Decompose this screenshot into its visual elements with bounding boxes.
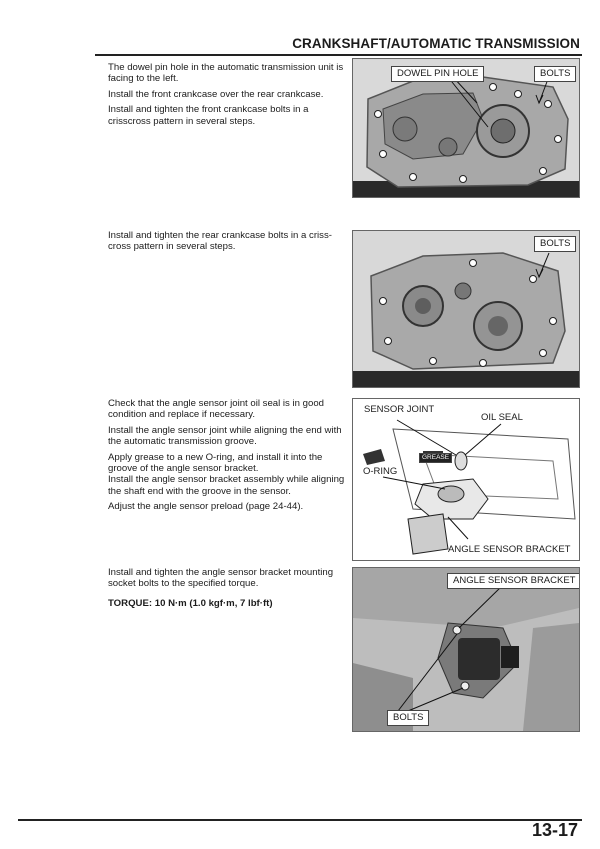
step-3-text [108, 398, 348, 517]
step-4-line-1: Install and tighten the angle sensor bracket mounting socket bolts to the specified torque. [108, 567, 334, 590]
callout-bolts-3: BOLTS [387, 710, 429, 726]
step-3-line-3: Apply grease to a new O-ring, and install it into the groove of the angle sensor bracket. [108, 451, 323, 475]
figure-front-crankcase [352, 58, 580, 198]
figure-rear-crankcase [352, 230, 580, 388]
torque-spec: TORQUE: 10 N·m (1.0 kgf·m, 7 lbf·ft) [108, 597, 273, 609]
callout-angle-sensor-bracket-2: ANGLE SENSOR BRACKET [447, 573, 580, 589]
angle-sensor-diagram [353, 399, 579, 560]
callout-bolts-2: BOLTS [534, 236, 576, 252]
header-rule [95, 54, 582, 56]
step-3-line-5: Adjust the angle sensor preload (page 24-44). [108, 501, 304, 513]
callout-grease: GREASE [419, 453, 452, 463]
step-1-line-3: Install and tighten the front crankcase bolts in a crisscross pattern in several steps. [108, 104, 309, 127]
callout-angle-sensor-bracket-1: ANGLE SENSOR BRACKET [448, 544, 571, 555]
step-1-line-1: The dowel pin hole in the automatic transmission unit is facing to the left. [108, 62, 344, 85]
step-1-text [108, 62, 348, 131]
callout-oil-seal: OIL SEAL [481, 412, 523, 423]
callout-sensor-joint: SENSOR JOINT [364, 404, 435, 415]
callout-o-ring: O-RING [363, 466, 398, 477]
callout-bolts-1: BOLTS [534, 66, 576, 82]
angle-sensor-bracket-photo [353, 568, 579, 731]
step-3-line-1: Check that the angle sensor joint oil seal is in good condition and replace if necessary. [108, 398, 324, 421]
step-3-line-4: Install the angle sensor bracket assembly while aligning the shaft end with the groove in the sensor. [108, 474, 345, 497]
callout-dowel-pin-hole: DOWEL PIN HOLE [391, 66, 484, 82]
step-3-line-2: Install the angle sensor joint while aligning the end with the automatic transmission groove. [108, 424, 342, 448]
rear-crankcase-photo [353, 231, 579, 387]
page-number: 13-17 [531, 820, 578, 840]
page-header-title: CRANKSHAFT/AUTOMATIC TRANSMISSION [292, 36, 580, 51]
step-2-text [108, 230, 348, 257]
step-1-line-2: Install the front crankcase over the rear crankcase. [108, 88, 324, 100]
step-2-line-1: Install and tighten the rear crankcase bolts in a criss-cross pattern in several steps. [108, 230, 332, 253]
step-4-text [108, 567, 348, 613]
figure-angle-sensor-diagram [352, 398, 580, 561]
footer-rule [18, 819, 582, 821]
figure-angle-sensor-bracket-photo [352, 567, 580, 732]
